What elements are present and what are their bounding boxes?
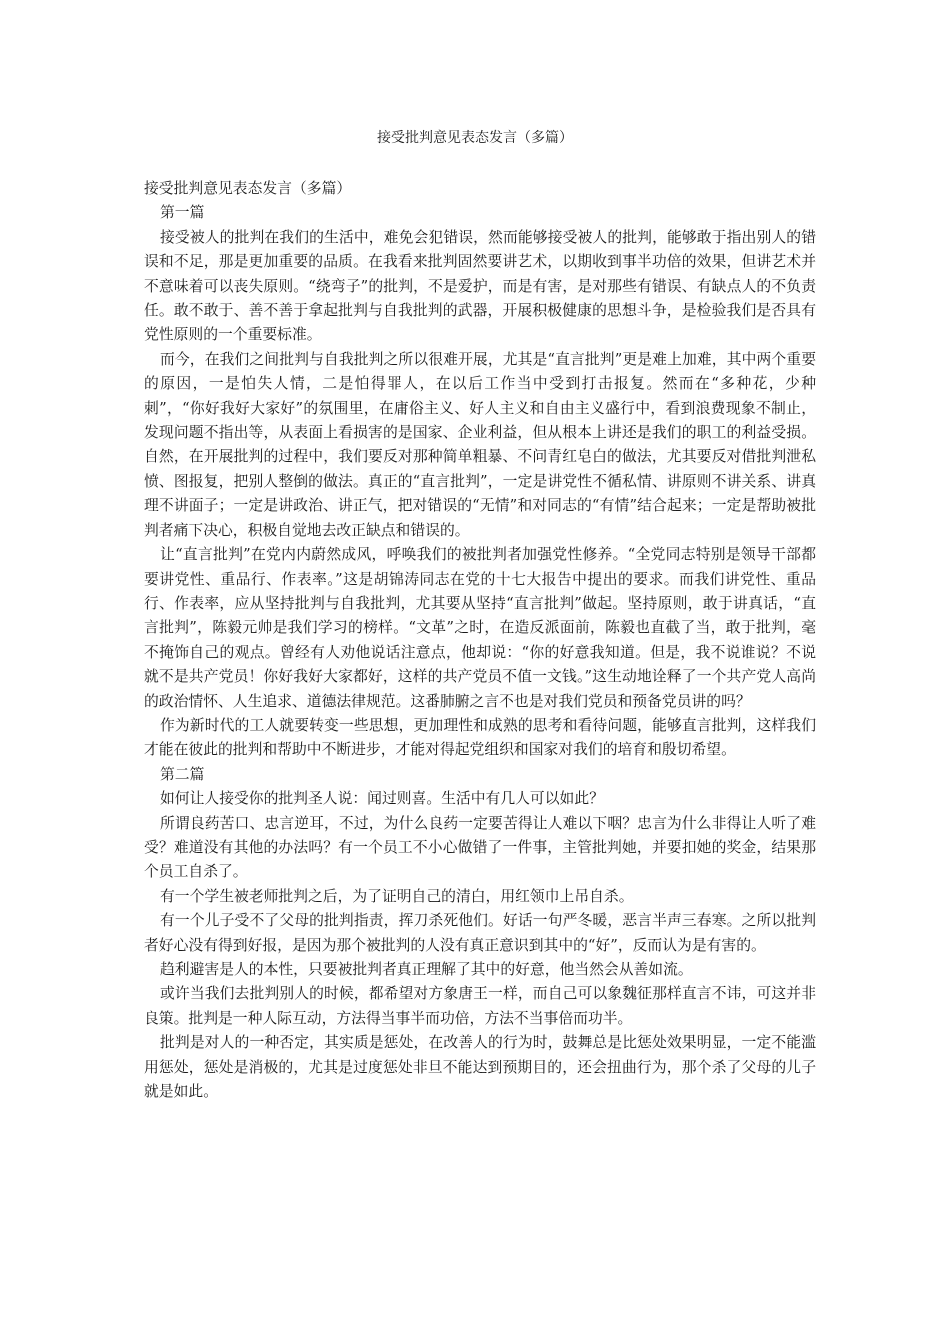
paragraph: 如何让人接受你的批判圣人说：闻过则喜。生活中有几人可以如此？ [160,790,604,808]
paragraph: 而今，在我们之间批判与自我批判之所以很难开展，尤其是“直言批判”更是难上加难，其中两个重要的原因，一是怕失人情，二是怕得罪人，在以后工作当中受到打击报复。然而在“多种花，少种刺”，“你好我好大家好”的氛围里，在庸俗主义、好人主义和自由主义盛行中，看到浪费现象不制止，发现问题不指出等，从表面上看损害的是国家、企业利益，但从根本上讲还是我们的职工的利益受损。自然，在开展批判的过程中，我们要反对那种简单粗暴、不问青红皂白的做法，尤其要反对借批判泄私愤、图报复，把别人整倒的做法。真正的“直言批判”，一定是讲党性不循私情、讲原则不讲关系、讲真理不讲面子；一定是讲政治、讲正气，把对错误的“无情”和对同志的“有情”结合起来；一定是帮助被批判者痛下决心，积极自觉地去改正缺点和错误的。 [144,350,816,539]
paragraph: 有一个儿子受不了父母的批判指责，挥刀杀死他们。好话一句严冬暖，恶言半声三春寒。之所以批判者好心没有得到好报，是因为那个被批判的人没有真正意识到其中的“好”，反而认为是有害的。 [144,912,816,954]
paragraph: 或许当我们去批判别人的时候，都希望对方象唐王一样，而自己可以象魏征那样直言不讳，可这并非良策。批判是一种人际互动，方法得当事半而功倍，方法不当事倍而功半。 [144,985,816,1027]
section-heading-1: 第一篇 [160,204,205,222]
paragraph: 趋利避害是人的本性，只要被批判者真正理解了其中的好意，他当然会从善如流。 [160,961,693,978]
paragraph: 有一个学生被老师批判之后，为了证明自己的清白，用红领巾上吊自杀。 [160,887,634,905]
document-body [144,177,816,1104]
paragraph: 作为新时代的工人就要转变一些思想，更加理性和成熟的思考和看待问题，能够直言批判，这样我们才能在彼此的批判和帮助中不断进步，才能对得起党组织和国家对我们的培育和殷切希望。 [144,716,816,759]
paragraph: 接受被人的批判在我们的生活中，难免会犯错误，然而能够接受被人的批判，能够敢于指出别人的错误和不足，那是更加重要的品质。在我看来批判固然要讲艺术，以期收到事半功倍的效果，但讲艺术并不意味着可以丧失原则。“绕弯子”的批判，不是爱护，而是有害，是对那些有错误、有缺点人的不负责任。敢不敢于、善不善于拿起批判与自我批判的武器，开展积极健康的思想斗争，是检验我们是否具有党性原则的一个重要标准。 [144,228,816,344]
section-heading-2: 第二篇 [160,765,205,783]
paragraph: 让“直言批判”在党内内蔚然成风，呼唤我们的被批判者加强党性修养。“全党同志特别是领导干部都要讲党性、重品行、作表率。”这是胡锦涛同志在党的十七大报告中提出的要求。而我们讲党性、重品行、作表率，应从坚持批判与自我批判，尤其要从坚持“直言批判”做起。坚持原则，敢于讲真话，“直言批判”，陈毅元帅是我们学习的榜样。“文革”之时，在造反派面前，陈毅也直截了当，敢于批判，毫不掩饰自己的观点。曾经有人劝他说话注意点，他却说：“你的好意我知道。但是，我不说谁说？不说就不是共产党员！你好我好大家都好，这样的共产党员不值一文钱。”这生动地诠释了一个共产党人高尚的政治情怀、人生追求、道德法律规范。这番肺腑之言不也是对我们党员和预备党员讲的吗？ [144,546,816,710]
paragraph: 批判是对人的一种否定，其实质是惩处，在改善人的行为时，鼓舞总是比惩处效果明显，一定不能滥用惩处，惩处是消极的，尤其是过度惩处非旦不能达到预期目的，还会扭曲行为，那个杀了父母的儿子就是如此。 [144,1034,816,1101]
document-subtitle: 接受批判意见表态发言（多篇） [144,180,352,197]
paragraph: 所谓良药苦口、忠言逆耳，不过，为什么良药一定要苦得让人难以下咽？忠言为什么非得让人听了难受？难道没有其他的办法吗？有一个员工不小心做错了一件事，主管批判她，并要扣她的奖金，结果那个员工自杀了。 [144,814,816,881]
document-title: 接受批判意见表态发言（多篇） [377,130,573,146]
